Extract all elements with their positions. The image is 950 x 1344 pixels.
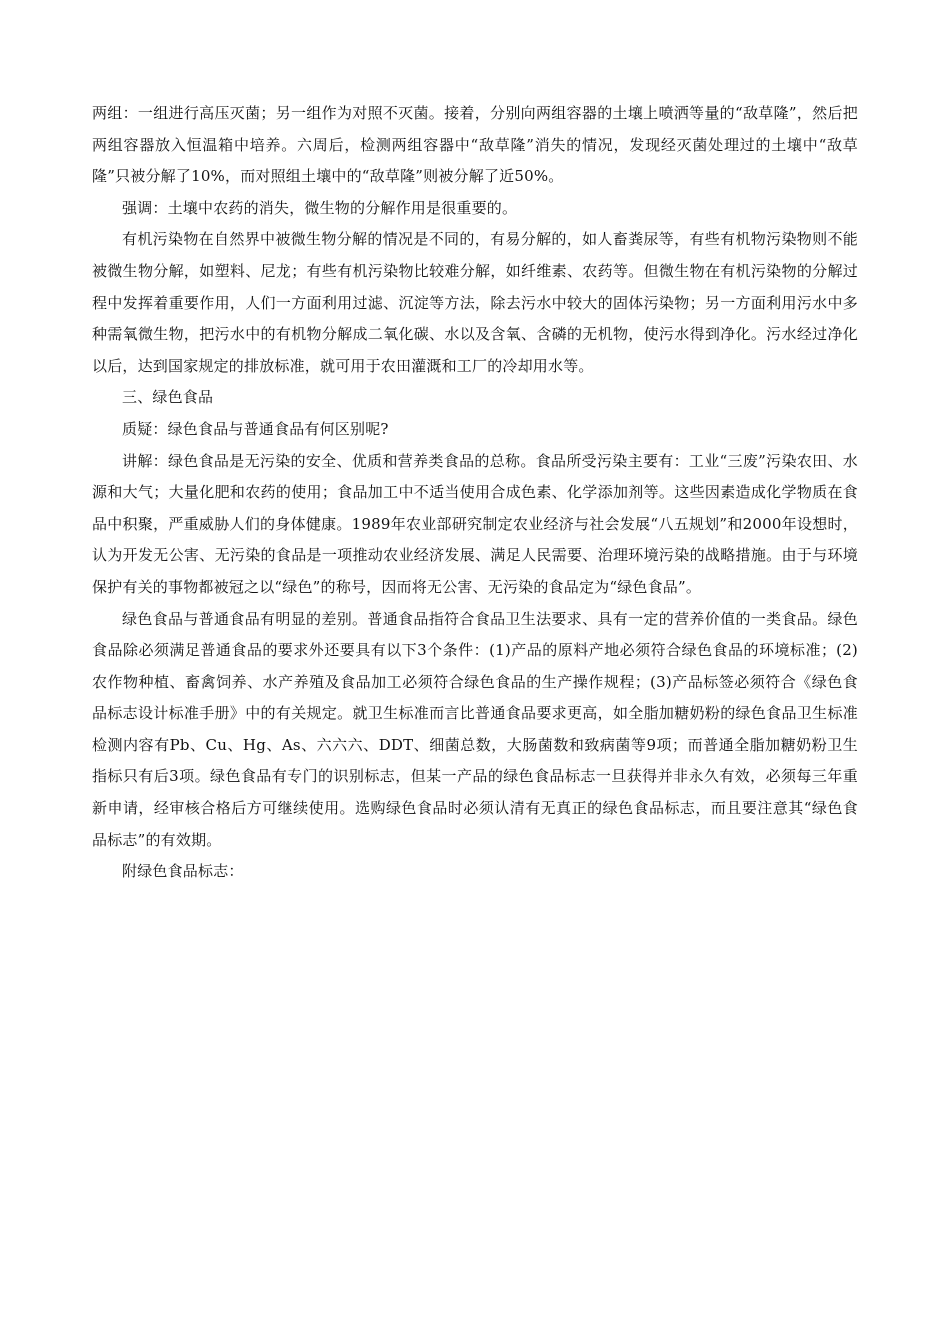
paragraph-logo-caption: 附绿色食品标志： [122,862,244,881]
paragraph-emphasis: 强调：土壤中农药的消失，微生物的分解作用是很重要的。 [122,198,518,217]
paragraph-differences: 绿色食品与普通食品有明显的差别。普通食品指符合食品卫生法要求、具有一定的营养价值的一类食品。绿色食品除必须满足普通食品的要求外还要具有以下3个条件：(1)产品的原料产地必须符合绿色食品的环境标准；(2)农作物种植、畜禽饲养、水产养殖及食品加工必须符合绿色食品的生产操作规程；(3)产品标签必须符合《绿色食品标志设计标准手册》中的有关规定。就卫生标准而言比普通食品要求更高，如全脂加糖奶粉的绿色食品卫生标准检测内容有Pb、Cu、Hg、As、六六六、DDT、细菌总数，大肠菌数和致病菌等9项；而普通全脂加糖奶粉卫生指标只有后3项。绿色食品有专门的识别标志，但某一产品的绿色食品标志一旦获得并非永久有效，必须每三年重新申请，经审核合格后方可继续使用。选购绿色食品时必须认清有无真正的绿色食品标志，而且要注意其“绿色食品标志”的有效期。 [92,609,858,849]
paragraph-explanation: 讲解：绿色食品是无污染的安全、优质和营养类食品的总称。食品所受污染主要有：工业“三废”污染农田、水源和大气；大量化肥和农药的使用；食品加工中不适当使用合成色素、化学添加剂等。这些因素造成化学物质在食品中积聚，严重威胁人们的身体健康。1989年农业部研究制定农业经济与社会发展“八五规划”和2000年设想时，认为开发无公害、无污染的食品是一项推动农业经济发展、满足人民需要、治理环境污染的战略措施。由于与环境保护有关的事物都被冠之以“绿色”的称号，因而将无公害、无污染的食品定为“绿色食品”。 [92,451,858,596]
paragraph-continuation: 两组：一组进行高压灭菌；另一组作为对照不灭菌。接着，分别向两组容器的土壤上喷洒等量的“敌草隆”，然后把两组容器放入恒温箱中培养。六周后，检测两组容器中“敌草隆”消失的情况，发现经灭菌处理过的土壤中“敌草隆”只被分解了10%，而对照组土壤中的“敌草隆”则被分解了近50%。 [92,104,858,186]
section-heading-green-food: 三、绿色食品 [122,388,214,407]
paragraph-question: 质疑：绿色食品与普通食品有何区别呢? [122,419,389,438]
document-body [92,98,858,888]
paragraph-organic-pollutants: 有机污染物在自然界中被微生物分解的情况是不同的，有易分解的，如人畜粪尿等，有些有机物污染物则不能被微生物分解，如塑料、尼龙；有些有机污染物比较难分解，如纤维素、农药等。但微生物在有机污染物的分解过程中发挥着重要作用，人们一方面利用过滤、沉淀等方法，除去污水中较大的固体污染物；另一方面利用污水中多种需氧微生物，把污水中的有机物分解成二氧化碳、水以及含氧、含磷的无机物，使污水得到净化。污水经过净化以后，达到国家规定的排放标准，就可用于农田灌溉和工厂的冷却用水等。 [92,230,858,375]
